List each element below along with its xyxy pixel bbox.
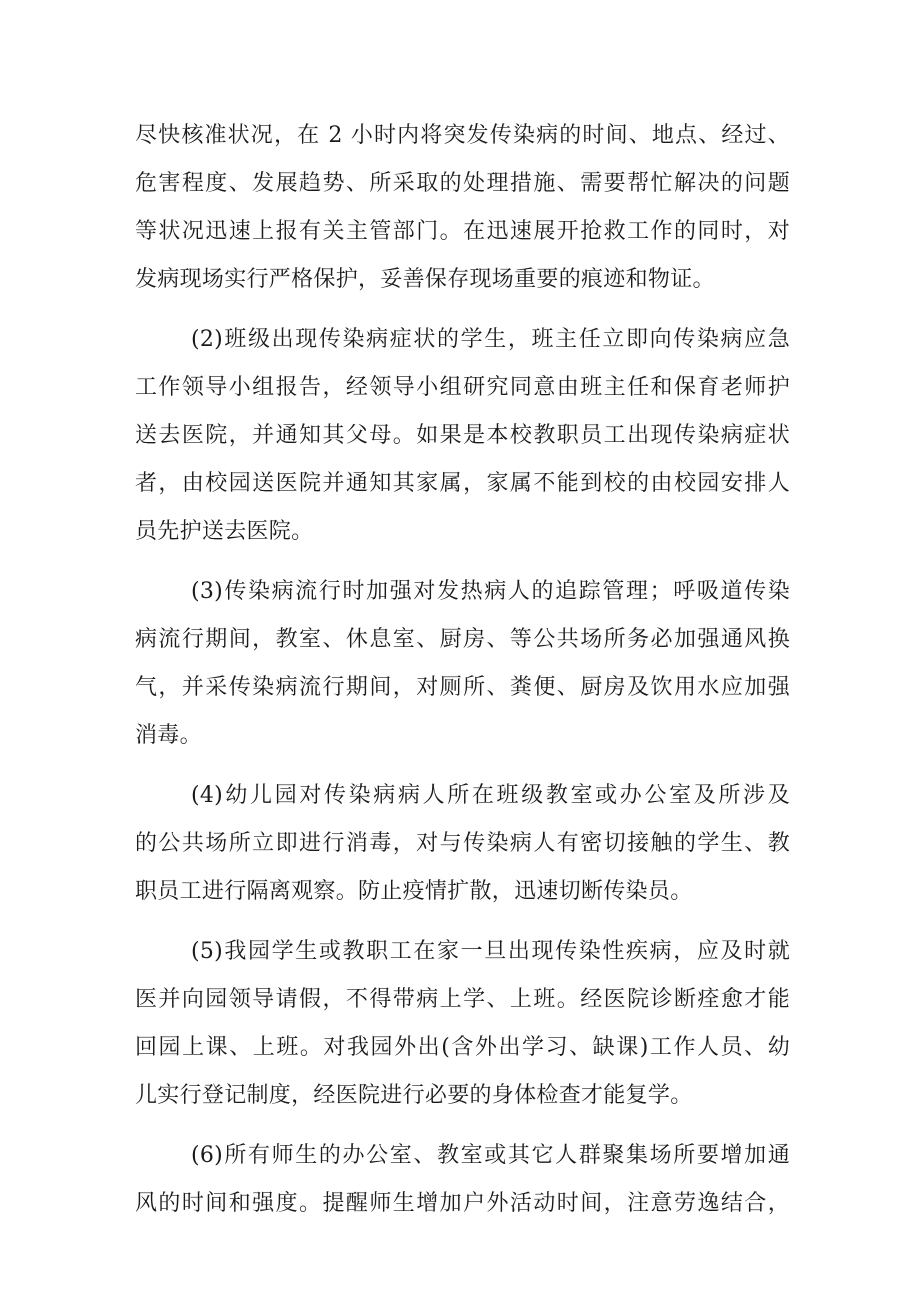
text-line: (2)班级出现传染病症状的学生，班主任立即向传染病应急 bbox=[191, 327, 790, 352]
text-line: 风的时间和强度。提醒师生增加户外活动时间，注意劳逸结合， bbox=[135, 1191, 790, 1216]
text-line: 职员工进行隔离观察。防止疫情扩散，迅速切断传染员。 bbox=[135, 879, 693, 904]
text-line: (3)传染病流行时加强对发热病人的追踪管理；呼吸道传染 bbox=[191, 579, 790, 604]
text-line: (5)我园学生或教职工在家一旦出现传染性疾病，应及时就 bbox=[191, 939, 790, 964]
paragraph-4 bbox=[135, 772, 790, 916]
text-line: 员先护送去医院。 bbox=[135, 519, 314, 544]
text-line: 尽快核准状况，在 2 小时内将突发传染病的时间、地点、经过、 bbox=[135, 123, 790, 148]
text-line: 等状况迅速上报有关主管部门。在迅速展开抢救工作的同时，对 bbox=[135, 219, 790, 244]
text-line: 危害程度、发展趋势、所采取的处理措施、需要帮忙解决的问题 bbox=[135, 171, 790, 196]
paragraph-6 bbox=[135, 1132, 790, 1228]
paragraph-2 bbox=[135, 316, 790, 556]
text-line: 的公共场所立即进行消毒，对与传染病人有密切接触的学生、教 bbox=[135, 831, 790, 856]
text-line: 儿实行登记制度，经医院进行必要的身体检查才能复学。 bbox=[135, 1083, 693, 1108]
text-line: 气，并采传染病流行期间，对厕所、粪便、厨房及饮用水应加强 bbox=[135, 675, 790, 700]
text-line: (4)幼儿园对传染病病人所在班级教室或办公室及所涉及 bbox=[191, 783, 790, 808]
text-line: 者，由校园送医院并通知其家属，家属不能到校的由校园安排人 bbox=[135, 471, 790, 496]
paragraph-continued bbox=[135, 112, 790, 304]
text-line: 病流行期间，教室、休息室、厨房、等公共场所务必加强通风换 bbox=[135, 627, 790, 652]
paragraph-3 bbox=[135, 568, 790, 760]
text-line: 工作领导小组报告，经领导小组研究同意由班主任和保育老师护 bbox=[135, 375, 790, 400]
text-line: 医并向园领导请假，不得带病上学、上班。经医院诊断痊愈才能 bbox=[135, 987, 790, 1012]
text-line: 发病现场实行严格保护，妥善保存现场重要的痕迹和物证。 bbox=[135, 267, 715, 292]
paragraph-5 bbox=[135, 928, 790, 1120]
document-body bbox=[135, 112, 790, 1228]
text-line: (6)所有师生的办公室、教室或其它人群聚集场所要增加通 bbox=[191, 1143, 790, 1168]
text-line: 送去医院，并通知其父母。如果是本校教职员工出现传染病症状 bbox=[135, 423, 790, 448]
text-line: 消毒。 bbox=[135, 723, 202, 748]
text-line: 回园上课、上班。对我园外出(含外出学习、缺课)工作人员、幼 bbox=[135, 1035, 790, 1060]
